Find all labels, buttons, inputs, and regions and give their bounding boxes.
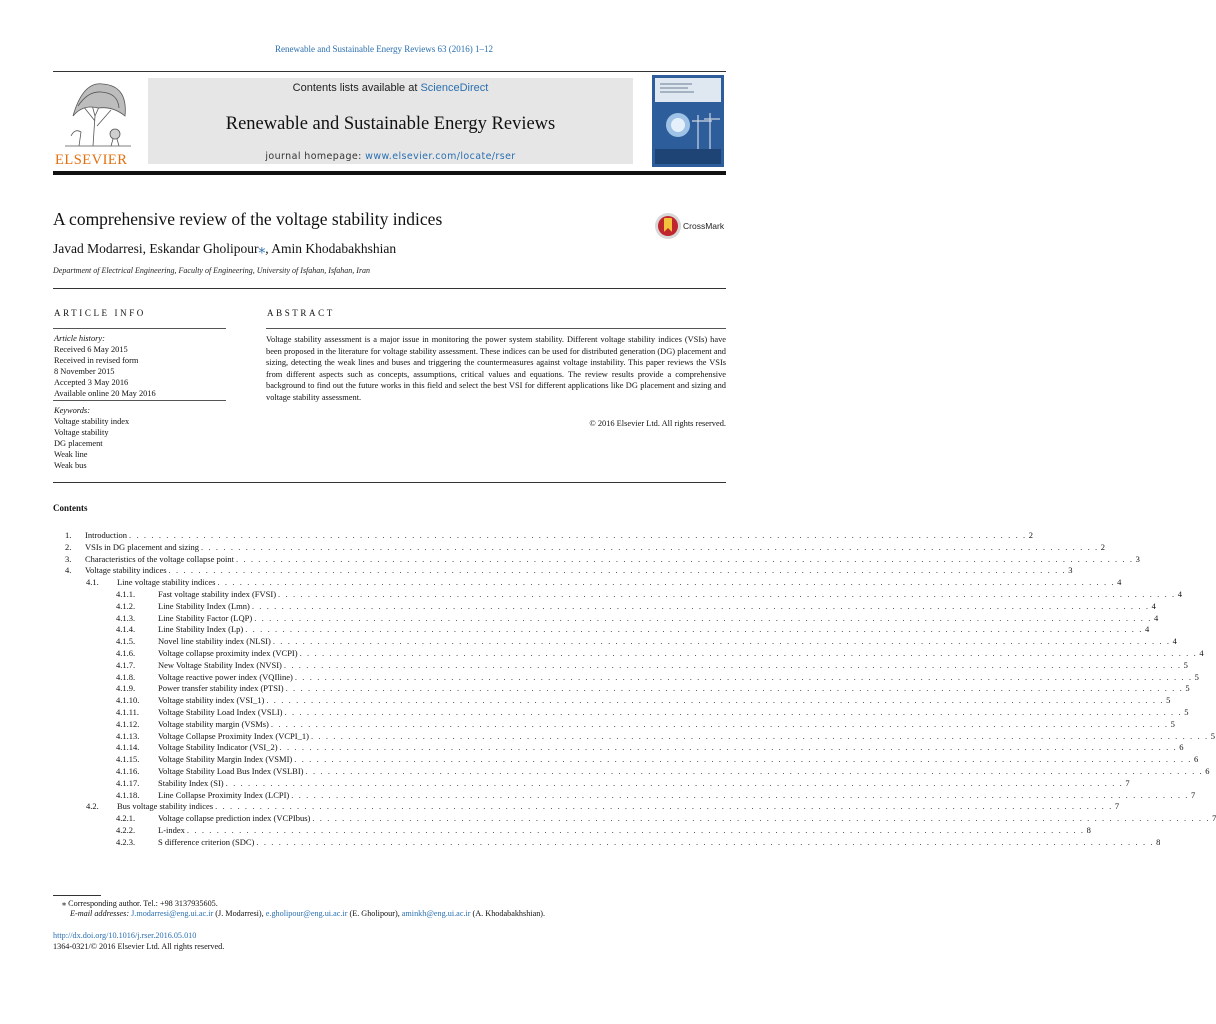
toc-leader-dots: . . . . . . . . . . . . . . . . . . . . . . . . . . . . . . . . . . . . . . . . . . . . . . . . . . . . . . . . . . . . . . . . . . . . . . . . . . . . . . . . . . . . . . . . . . . . . . . . . . . . . . . . . . . . . . . . . . . . . . . . .	[217, 577, 1116, 588]
crossmark-label: CrossMark	[683, 221, 725, 231]
toc-entry-title[interactable]: Voltage stability indices	[85, 565, 167, 576]
author-list	[53, 241, 396, 257]
toc-entry-page[interactable]: 5	[1184, 706, 1189, 717]
toc-entry[interactable]	[53, 718, 1175, 731]
journal-cover-thumbnail[interactable]	[652, 75, 724, 167]
toc-entry-page[interactable]: 7	[1125, 777, 1130, 788]
toc-entry[interactable]	[53, 765, 1210, 778]
email-link-gholipour[interactable]: e.gholipour@eng.ui.ac.ir	[265, 909, 348, 918]
contents-prefix: Contents lists available at	[292, 82, 421, 94]
toc-entry[interactable]	[53, 530, 1034, 542]
toc-entry-line	[158, 754, 1199, 766]
contents-divider	[53, 482, 726, 483]
article-info-rule	[53, 328, 226, 329]
toc-entry[interactable]	[53, 777, 1130, 790]
toc-leader-dots: . . . . . . . . . . . . . . . . . . . . . . . . . . . . . . . . . . . . . . . . . . . . . . . . . . . . . . . . . . . . . . . . . . . . . . . . . . . . . . . . . . . . . . . . . . . . . . . . . . . . . . . . . . . . . . . . . . . . . . . . .	[291, 789, 1189, 800]
toc-leader-dots: . . . . . . . . . . . . . . . . . . . . . . . . . . . . . . . . . . . . . . . . . . . . . . . . . . . . . . . . . . . . . . . . . . . . . . . . . . . . . . . . . . . . . . . . . . . . . . . . . . . . . . . . . . . . . . . . . . . . . . . . .	[225, 777, 1124, 788]
keyword-item: Weak line	[54, 449, 88, 459]
article-history	[54, 334, 229, 399]
email-owner: (A. Khodabakhshian).	[470, 909, 546, 918]
toc-entry-line	[85, 565, 1073, 577]
toc-entry-title[interactable]: Voltage reactive power index (VQIline)	[158, 671, 293, 682]
toc-entry-page[interactable]: 5	[1166, 695, 1171, 706]
toc-entry-page[interactable]: 7	[1114, 801, 1120, 812]
toc-entry-title[interactable]: VSIs in DG placement and sizing	[85, 541, 200, 552]
doi-link[interactable]: http://dx.doi.org/10.1016/j.rser.2016.05.010	[53, 931, 197, 940]
corresponding-author-marker[interactable]: ⁎	[258, 241, 266, 256]
toc-entry-number: 1.	[65, 530, 72, 540]
toc-entry-title[interactable]: Voltage Collapse Proximity Index (VCPI_1)	[158, 730, 309, 741]
history-label: Article history:	[54, 334, 105, 343]
toc-entry-line	[85, 541, 1106, 554]
toc-entry-title[interactable]: Fast voltage stability index (FVSI)	[158, 588, 277, 599]
keyword-item: Weak bus	[54, 460, 87, 470]
toc-entry[interactable]	[53, 600, 1156, 613]
toc-entry-line	[85, 530, 1034, 542]
toc-entry-number: 4.1.5.	[116, 636, 136, 647]
contents-title: Contents	[53, 503, 88, 513]
toc-entry-number: 3.	[65, 553, 72, 564]
toc-entry-page[interactable]: 3	[1135, 553, 1140, 564]
history-item: Available online 20 May 2016	[54, 388, 156, 398]
toc-entry-page[interactable]: 4	[1177, 588, 1183, 599]
toc-entry[interactable]	[53, 577, 1122, 589]
title-divider	[53, 288, 726, 289]
toc-entry-number: 4.2.1.	[116, 813, 136, 824]
table-of-contents	[53, 530, 1216, 849]
toc-leader-dots: . . . . . . . . . . . . . . . . . . . . . . . . . . . . . . . . . . . . . . . . . . . . . . . . . . . . . . . . . . . . . . . . . . . . . . . . . . . . . . . . . . . . . . . . . . . . . . . . . . . . . . . . . . . . . . . . . . . . . . . . .	[201, 541, 1099, 552]
toc-entry-title[interactable]: Line Stability Factor (LQP)	[158, 612, 253, 623]
toc-entry-line	[158, 624, 1150, 636]
toc-entry-number: 4.1.7.	[116, 659, 136, 670]
toc-entry-line	[85, 553, 1140, 566]
crossmark-badge[interactable]	[654, 211, 734, 241]
history-item: Received in revised form	[54, 355, 139, 365]
toc-entry-title[interactable]: Voltage Stability Margin Index (VSMI)	[158, 754, 293, 765]
toc-entry-title[interactable]: Voltage Stability Load Index (VSLI)	[158, 706, 283, 717]
toc-entry-line	[158, 659, 1188, 672]
toc-entry[interactable]	[53, 553, 1140, 566]
issn-copyright: 1364-0321/© 2016 Elsevier Ltd. All rights reserved.	[53, 942, 225, 951]
footnote-rule	[53, 895, 101, 896]
toc-entry[interactable]	[53, 565, 1073, 577]
abstract-copyright: © 2016 Elsevier Ltd. All rights reserved.	[589, 419, 726, 428]
elsevier-wordmark: ELSEVIER	[55, 152, 128, 168]
homepage-link[interactable]: www.elsevier.com/locate/rser	[365, 151, 516, 162]
homepage-prefix: journal homepage:	[265, 151, 366, 162]
toc-entry[interactable]	[53, 742, 1184, 754]
toc-entry[interactable]	[53, 671, 1199, 684]
toc-leader-dots: . . . . . . . . . . . . . . . . . . . . . . . . . . . . . . . . . . . . . . . . . . . . . . . . . . . . . . . . . . . . . . . . . . . . . . . . . . . . . . . . . . . . . . . . . . . . . . . . . . . . . . . . . . . . . . . . . . . . . . . . .	[254, 612, 1152, 623]
toc-entry-page[interactable]: 6	[1194, 754, 1199, 765]
toc-entry-number: 4.1.11.	[116, 706, 140, 717]
toc-entry-page[interactable]: 2	[1028, 530, 1034, 540]
toc-entry[interactable]	[53, 789, 1196, 802]
toc-leader-dots: . . . . . . . . . . . . . . . . . . . . . . . . . . . . . . . . . . . . . . . . . . . . . . . . . . . . . . . . . . . . . . . . . . . . . . . . . . . . . . . . . . . . . . . . . . . . . . . . . . . . . . . . . . . . . . . . . . . . . . . . .	[278, 588, 1176, 599]
keywords-block	[54, 406, 229, 471]
toc-entry-title[interactable]: Voltage Stability Indicator (VSI_2)	[158, 742, 278, 753]
toc-entry[interactable]	[53, 683, 1190, 695]
toc-leader-dots: . . . . . . . . . . . . . . . . . . . . . . . . . . . . . . . . . . . . . . . . . . . . . . . . . . . . . . . . . . . . . . . . . . . . . . . . . . . . . . . . . . . . . . . . . . . . . . . . . . . . . . . . . . . . . . . . . . . . . . . . .	[284, 706, 1183, 717]
authors-part-1: Javad Modarresi, Eskandar Gholipour	[53, 241, 259, 256]
toc-entry[interactable]	[53, 813, 1216, 825]
toc-leader-dots: . . . . . . . . . . . . . . . . . . . . . . . . . . . . . . . . . . . . . . . . . . . . . . . . . . . . . . . . . . . . . . . . . . . . . . . . . . . . . . . . . . . . . . . . . . . . . . . . . . . . . . . . . . . . . . . . . . . . . . . . .	[272, 636, 1171, 647]
toc-entry-page[interactable]: 7	[1191, 789, 1196, 800]
toc-entry-title[interactable]: Characteristics of the voltage collapse point	[85, 553, 234, 564]
toc-entry[interactable]	[53, 824, 1091, 837]
history-item: Received 6 May 2015	[54, 344, 128, 354]
toc-entry-page[interactable]: 2	[1100, 541, 1106, 552]
toc-entry-line	[158, 789, 1196, 802]
toc-leader-dots: . . . . . . . . . . . . . . . . . . . . . . . . . . . . . . . . . . . . . . . . . . . . . . . . . . . . . . . . . . . . . . . . . . . . . . . . . . . . . . . . . . . . . . . . . . . . . . . . . . . . . . . . . . . . . . . . . . . . . . . . .	[235, 553, 1134, 564]
history-item: 8 November 2015	[54, 366, 115, 376]
abstract-heading: ABSTRACT	[267, 308, 335, 318]
toc-entry-page[interactable]: 5	[1185, 683, 1190, 694]
toc-entry-number: 4.1.14.	[116, 742, 140, 753]
toc-entry-title[interactable]: Line voltage stability indices	[117, 577, 216, 588]
toc-entry-number: 4.1.4.	[116, 624, 136, 635]
toc-entry-line	[117, 577, 1122, 589]
toc-entry-line	[158, 683, 1190, 695]
toc-entry-number: 4.1.16.	[116, 765, 140, 776]
toc-leader-dots: . . . . . . . . . . . . . . . . . . . . . . . . . . . . . . . . . . . . . . . . . . . . . . . . . . . . . . . . . . . . . . . . . . . . . . . . . . . . . . . . . . . . . . . . . . . . . . . . . . . . . . . . . . . . . . . . . . . . . . . . .	[129, 530, 1027, 540]
toc-leader-dots: . . . . . . . . . . . . . . . . . . . . . . . . . . . . . . . . . . . . . . . . . . . . . . . . . . . . . . . . . . . . . . . . . . . . . . . . . . . . . . . . . . . . . . . . . . . . . . . . . . . . . . . . . . . . . . . . . . . . . . . . .	[283, 659, 1182, 670]
toc-entry-title[interactable]: Stability Index (SI)	[158, 777, 224, 788]
toc-entry-number: 4.	[65, 565, 72, 576]
toc-entry[interactable]	[53, 730, 1215, 743]
toc-entry[interactable]	[53, 706, 1189, 719]
toc-entry-title[interactable]: Voltage collapse proximity index (VCPI)	[158, 647, 298, 658]
toc-leader-dots: . . . . . . . . . . . . . . . . . . . . . . . . . . . . . . . . . . . . . . . . . . . . . . . . . . . . . . . . . . . . . . . . . . . . . . . . . . . . . . . . . . . . . . . . . . . . . . . . . . . . . . . . . . . . . . . . . . . . . . . . .	[294, 754, 1192, 765]
toc-entry-page[interactable]: 4	[1172, 636, 1177, 647]
toc-entry[interactable]	[53, 612, 1159, 625]
toc-entry-page[interactable]: 4	[1117, 577, 1122, 588]
toc-entry-line	[158, 718, 1175, 731]
elsevier-tree-logo-icon[interactable]	[53, 76, 143, 168]
toc-entry-number: 4.1.15.	[116, 754, 140, 765]
toc-entry-line	[158, 671, 1199, 684]
toc-entry-number: 4.2.2.	[116, 824, 136, 835]
toc-entry-page[interactable]: 7	[1212, 813, 1216, 824]
toc-entry-title[interactable]: Line Stability Index (Lmn)	[158, 600, 250, 611]
toc-entry-page[interactable]: 4	[1144, 624, 1150, 635]
toc-entry-title[interactable]: Line Collapse Proximity Index (LCPI)	[158, 789, 290, 800]
article-title: A comprehensive review of the voltage stability indices	[53, 209, 443, 229]
toc-entry-page[interactable]: 6	[1205, 765, 1210, 776]
toc-entry-title[interactable]: Novel line stability index (NLSI)	[158, 636, 271, 647]
toc-entry[interactable]	[53, 754, 1199, 766]
toc-entry-line	[158, 742, 1184, 754]
toc-leader-dots: . . . . . . . . . . . . . . . . . . . . . . . . . . . . . . . . . . . . . . . . . . . . . . . . . . . . . . . . . . . . . . . . . . . . . . . . . . . . . . . . . . . . . . . . . . . . . . . . . . . . . . . . . . . . . . . . . . . . . . . . .	[294, 671, 1193, 682]
toc-entry-number: 4.1.18.	[116, 789, 140, 800]
toc-entry-line	[158, 730, 1215, 743]
email-owner: (J. Modarresi),	[213, 909, 266, 918]
toc-entry-title[interactable]: Power transfer stability index (PTSI)	[158, 683, 284, 694]
toc-entry[interactable]	[53, 801, 1120, 813]
affiliation: Department of Electrical Engineering, Faculty of Engineering, University of Isfahan, Isfahan, Iran	[53, 266, 371, 275]
toc-entry[interactable]	[53, 588, 1183, 601]
toc-entry-title[interactable]: Voltage stability margin (VSMs)	[158, 718, 269, 729]
email-addresses	[70, 909, 545, 918]
journal-citation[interactable]: Renewable and Sustainable Energy Reviews 63 (2016) 1–12	[274, 44, 494, 54]
toc-entry-number: 4.1.8.	[116, 671, 136, 682]
contents-available-line	[148, 82, 633, 94]
email-label: E-mail addresses:	[70, 909, 132, 918]
toc-entry-number: 4.2.	[86, 801, 99, 812]
toc-leader-dots: . . . . . . . . . . . . . . . . . . . . . . . . . . . . . . . . . . . . . . . . . . . . . . . . . . . . . . . . . . . . . . . . . . . . . . . . . . . . . . . . . . . . . . . . . . . . . . . . . . . . . . . . . . . . . . . . . . . . . . . . .	[251, 600, 1150, 611]
toc-entry-line	[158, 695, 1171, 707]
toc-entry-number: 4.2.3.	[116, 836, 136, 847]
toc-entry-page[interactable]: 4	[1151, 600, 1156, 611]
email-owner: (E. Gholipour),	[347, 909, 402, 918]
toc-entry-line	[158, 706, 1189, 719]
toc-entry-title[interactable]: L-index	[158, 824, 185, 835]
journal-banner	[148, 78, 633, 164]
toc-entry-title[interactable]: Voltage stability index (VSI_1)	[158, 695, 265, 706]
toc-entry[interactable]	[53, 659, 1188, 672]
toc-entry-line	[158, 647, 1204, 660]
toc-entry-number: 4.1.1.	[116, 588, 136, 599]
toc-entry-line	[158, 824, 1091, 837]
toc-entry-page[interactable]: 5	[1194, 671, 1199, 682]
toc-entry[interactable]	[53, 541, 1106, 554]
history-item: Accepted 3 May 2016	[54, 377, 129, 387]
toc-entry[interactable]	[53, 624, 1150, 636]
toc-leader-dots: . . . . . . . . . . . . . . . . . . . . . . . . . . . . . . . . . . . . . . . . . . . . . . . . . . . . . . . . . . . . . . . . . . . . . . . . . . . . . . . . . . . . . . . . . . . . . . . . . . . . . . . . . . . . . . . . . . . . . . . . .	[186, 824, 1085, 835]
toc-entry-line	[158, 588, 1183, 601]
toc-entry-title[interactable]: Introduction	[85, 530, 128, 540]
keyword-item: Voltage stability index	[54, 416, 130, 426]
toc-entry-title[interactable]: Bus voltage stability indices	[117, 801, 214, 812]
authors-part-2: , Amin Khodabakhshian	[265, 241, 397, 256]
toc-entry-page[interactable]: 6	[1179, 742, 1184, 753]
toc-entry-number: 4.1.2.	[116, 600, 136, 611]
toc-entry-number: 4.1.	[86, 577, 99, 588]
toc-leader-dots: . . . . . . . . . . . . . . . . . . . . . . . . . . . . . . . . . . . . . . . . . . . . . . . . . . . . . . . . . . . . . . . . . . . . . . . . . . . . . . . . . . . . . . . . . . . . . . . . . . . . . . . . . . . . . . . . . . . . . . . . .	[312, 813, 1211, 824]
toc-entry-page[interactable]: 4	[1153, 612, 1159, 623]
toc-entry-line	[158, 813, 1216, 825]
toc-entry-title[interactable]: New Voltage Stability Index (NVSI)	[158, 659, 282, 670]
toc-leader-dots: . . . . . . . . . . . . . . . . . . . . . . . . . . . . . . . . . . . . . . . . . . . . . . . . . . . . . . . . . . . . . . . . . . . . . . . . . . . . . . . . . . . . . . . . . . . . . . . . . . . . . . . . . . . . . . . . . . . . . . . . .	[279, 742, 1178, 753]
toc-entry-page[interactable]: 5	[1170, 718, 1175, 729]
toc-entry-number: 2.	[65, 541, 72, 552]
toc-entry-number: 4.1.10.	[116, 695, 140, 706]
toc-entry-title[interactable]: S difference criterion (SDC)	[158, 836, 255, 847]
toc-entry-page[interactable]: 8	[1086, 824, 1091, 835]
keywords-label: Keywords:	[54, 406, 90, 415]
abstract-rule	[266, 328, 726, 329]
toc-entry[interactable]	[53, 647, 1204, 660]
toc-entry-page[interactable]: 5	[1210, 730, 1215, 741]
journal-header	[53, 71, 726, 171]
sciencedirect-link[interactable]: ScienceDirect	[420, 82, 489, 94]
toc-entry[interactable]	[53, 836, 1161, 849]
toc-entry-line	[158, 612, 1159, 625]
toc-entry-page[interactable]: 3	[1068, 565, 1073, 576]
keyword-item: DG placement	[54, 438, 103, 448]
toc-leader-dots: . . . . . . . . . . . . . . . . . . . . . . . . . . . . . . . . . . . . . . . . . . . . . . . . . . . . . . . . . . . . . . . . . . . . . . . . . . . . . . . . . . . . . . . . . . . . . . . . . . . . . . . . . . . . . . . . . . . . . . . . .	[168, 565, 1067, 576]
toc-leader-dots: . . . . . . . . . . . . . . . . . . . . . . . . . . . . . . . . . . . . . . . . . . . . . . . . . . . . . . . . . . . . . . . . . . . . . . . . . . . . . . . . . . . . . . . . . . . . . . . . . . . . . . . . . . . . . . . . . . . . . . . . .	[285, 683, 1184, 694]
crossmark-icon	[654, 211, 684, 241]
toc-entry-number: 4.1.12.	[116, 718, 140, 729]
toc-entry-title[interactable]: Voltage collapse prediction index (VCPIbus)	[158, 813, 311, 824]
corresponding-author-note: ⁎ Corresponding author. Tel.: +98 3137935605.	[62, 899, 218, 908]
toc-entry-line	[158, 765, 1210, 778]
toc-leader-dots: . . . . . . . . . . . . . . . . . . . . . . . . . . . . . . . . . . . . . . . . . . . . . . . . . . . . . . . . . . . . . . . . . . . . . . . . . . . . . . . . . . . . . . . . . . . . . . . . . . . . . . . . . . . . . . . . . . . . . . . . .	[270, 718, 1169, 729]
toc-entry[interactable]	[53, 695, 1171, 707]
toc-entry-number: 4.1.6.	[116, 647, 136, 658]
journal-title: Renewable and Sustainable Energy Reviews	[225, 114, 556, 134]
keyword-item: Voltage stability	[54, 427, 109, 437]
article-info-heading: ARTICLE INFO	[54, 308, 146, 318]
toc-entry-page[interactable]: 4	[1199, 647, 1204, 658]
toc-leader-dots: . . . . . . . . . . . . . . . . . . . . . . . . . . . . . . . . . . . . . . . . . . . . . . . . . . . . . . . . . . . . . . . . . . . . . . . . . . . . . . . . . . . . . . . . . . . . . . . . . . . . . . . . . . . . . . . . . . . . . . . . .	[215, 801, 1113, 812]
toc-entry-line	[158, 636, 1177, 648]
toc-entry-page[interactable]: 8	[1156, 836, 1161, 847]
toc-entry-line	[158, 836, 1161, 849]
toc-entry-page[interactable]: 5	[1183, 659, 1188, 670]
toc-entry-title[interactable]: Voltage Stability Load Bus Index (VSLBI)	[158, 765, 304, 776]
header-rule	[53, 171, 726, 175]
toc-entry-line	[158, 777, 1130, 790]
toc-entry-title[interactable]: Line Stability Index (Lp)	[158, 624, 244, 635]
abstract-text: Voltage stability assessment is a major issue in monitoring the power system stability. Different voltage stability indices (VSIs) have been proposed in the literature for voltage stability assessment. These indices can be used for distributed generation (DG) placement and sizing, detecting the weak lines and buses and triggering the countermeasures against voltage instability. This paper reviews the VSIs from different aspects such as concepts, assumptions, critical values and equations. The review results provide a comprehensive background to find out the future works in this field and select the best VSI for different applications like DG placement and sizing and voltage stability assessment.	[266, 335, 726, 402]
toc-entry-number: 4.1.3.	[116, 612, 136, 623]
toc-entry-line	[158, 600, 1156, 613]
toc-leader-dots: . . . . . . . . . . . . . . . . . . . . . . . . . . . . . . . . . . . . . . . . . . . . . . . . . . . . . . . . . . . . . . . . . . . . . . . . . . . . . . . . . . . . . . . . . . . . . . . . . . . . . . . . . . . . . . . . . . . . . . . . .	[266, 695, 1165, 706]
toc-entry-line	[117, 801, 1120, 813]
toc-leader-dots: . . . . . . . . . . . . . . . . . . . . . . . . . . . . . . . . . . . . . . . . . . . . . . . . . . . . . . . . . . . . . . . . . . . . . . . . . . . . . . . . . . . . . . . . . . . . . . . . . . . . . . . . . . . . . . . . . . . . . . . . .	[299, 647, 1198, 658]
toc-entry-number: 4.1.17.	[116, 777, 140, 788]
toc-leader-dots: . . . . . . . . . . . . . . . . . . . . . . . . . . . . . . . . . . . . . . . . . . . . . . . . . . . . . . . . . . . . . . . . . . . . . . . . . . . . . . . . . . . . . . . . . . . . . . . . . . . . . . . . . . . . . . . . . . . . . . . . .	[310, 730, 1209, 741]
toc-leader-dots: . . . . . . . . . . . . . . . . . . . . . . . . . . . . . . . . . . . . . . . . . . . . . . . . . . . . . . . . . . . . . . . . . . . . . . . . . . . . . . . . . . . . . . . . . . . . . . . . . . . . . . . . . . . . . . . . . . . . . . . . .	[245, 624, 1143, 635]
toc-entry-number: 4.1.13.	[116, 730, 140, 741]
toc-entry-number: 4.1.9.	[116, 683, 136, 694]
email-link-khodabakhshian[interactable]: aminkh@eng.ui.ac.ir	[401, 909, 471, 918]
toc-entry[interactable]	[53, 636, 1177, 648]
email-link-modarresi[interactable]: J.modarresi@eng.ui.ac.ir	[131, 909, 214, 918]
keywords-rule	[53, 400, 226, 401]
toc-leader-dots: . . . . . . . . . . . . . . . . . . . . . . . . . . . . . . . . . . . . . . . . . . . . . . . . . . . . . . . . . . . . . . . . . . . . . . . . . . . . . . . . . . . . . . . . . . . . . . . . . . . . . . . . . . . . . . . . . . . . . . . . .	[256, 836, 1155, 847]
toc-leader-dots: . . . . . . . . . . . . . . . . . . . . . . . . . . . . . . . . . . . . . . . . . . . . . . . . . . . . . . . . . . . . . . . . . . . . . . . . . . . . . . . . . . . . . . . . . . . . . . . . . . . . . . . . . . . . . . . . . . . . . . . . .	[305, 765, 1204, 776]
journal-homepage-line	[148, 151, 633, 162]
